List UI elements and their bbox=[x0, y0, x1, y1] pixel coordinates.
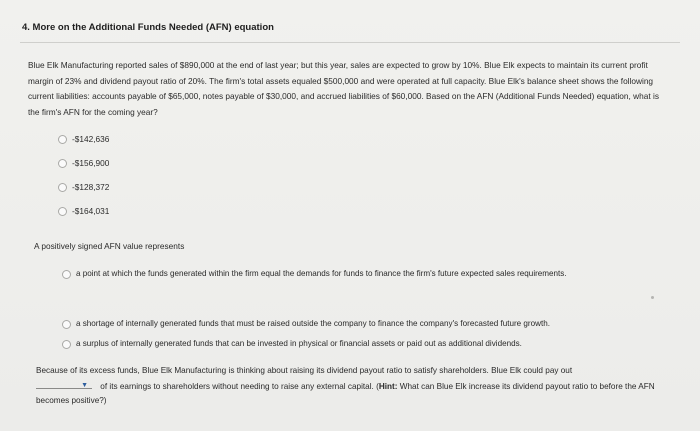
option-label: a shortage of internally generated funds that must be raised outside the company to finance the company's forecasted future growth. bbox=[76, 319, 550, 328]
option-label: -$142,636 bbox=[72, 134, 110, 144]
question3-text-after: of its earnings to shareholders without needing to raise any external capital. ( bbox=[100, 382, 379, 391]
radio-button[interactable] bbox=[58, 135, 67, 144]
afn-meaning-option-2[interactable] bbox=[62, 317, 622, 331]
radio-button[interactable] bbox=[62, 270, 71, 279]
option-label: a surplus of internally generated funds that can be invested in physical or financial assets or paid out as additional dividends. bbox=[76, 339, 522, 348]
option-label: -$164,031 bbox=[72, 206, 110, 216]
radio-button[interactable] bbox=[58, 183, 67, 192]
problem-title: 4. More on the Additional Funds Needed (AFN) equation bbox=[22, 22, 274, 33]
afn-option-3[interactable] bbox=[58, 182, 109, 192]
afn-meaning-option-1[interactable] bbox=[62, 267, 622, 281]
afn-option-1[interactable] bbox=[58, 134, 109, 144]
option-label: -$156,900 bbox=[72, 158, 110, 168]
radio-button[interactable] bbox=[58, 159, 67, 168]
hint-text: What can Blue Elk increase its dividend payout ratio to before the AFN becomes positive?) bbox=[36, 382, 655, 405]
hint-label: Hint: bbox=[378, 382, 398, 391]
title-divider bbox=[20, 42, 680, 43]
option-label: -$128,372 bbox=[72, 182, 110, 192]
radio-button[interactable] bbox=[62, 340, 71, 349]
question3-text-before: Because of its excess funds, Blue Elk Manufacturing is thinking about raising its dividend payout ratio to satisfy shareholders. Blue Elk could pay out bbox=[36, 366, 573, 375]
option-label: a point at which the funds generated within the firm equal the demands for funds to finance the firm's future expected sales requirements. bbox=[76, 269, 567, 278]
question3-block bbox=[36, 364, 656, 408]
payout-ratio-dropdown[interactable] bbox=[36, 378, 92, 389]
question2-prompt: A positively signed AFN value represents bbox=[34, 241, 185, 251]
radio-button[interactable] bbox=[58, 207, 67, 216]
afn-option-4[interactable] bbox=[58, 206, 109, 216]
decorative-dot bbox=[651, 296, 654, 299]
afn-meaning-option-3[interactable] bbox=[62, 337, 622, 351]
chevron-down-icon[interactable]: ▼ bbox=[81, 382, 88, 389]
problem-paragraph: Blue Elk Manufacturing reported sales of $890,000 at the end of last year; but this year, sales are expected to grow by 10%. Blue Elk expects to maintain its current profit margin of 23% and dividend payout ratio of 20%. The firm's total assets equaled $500,000 and were operated at full capacity. Blue Elk's balance sheet shows the following current liabilities: accounts payable of $65,000, notes payable of $30,000, and accrued liabilities of $60,000. Based on the AFN (Additional Funds Needed) equation, what is the firm's AFN for the coming year? bbox=[28, 60, 659, 117]
afn-option-2[interactable] bbox=[58, 158, 109, 168]
radio-button[interactable] bbox=[62, 320, 71, 329]
